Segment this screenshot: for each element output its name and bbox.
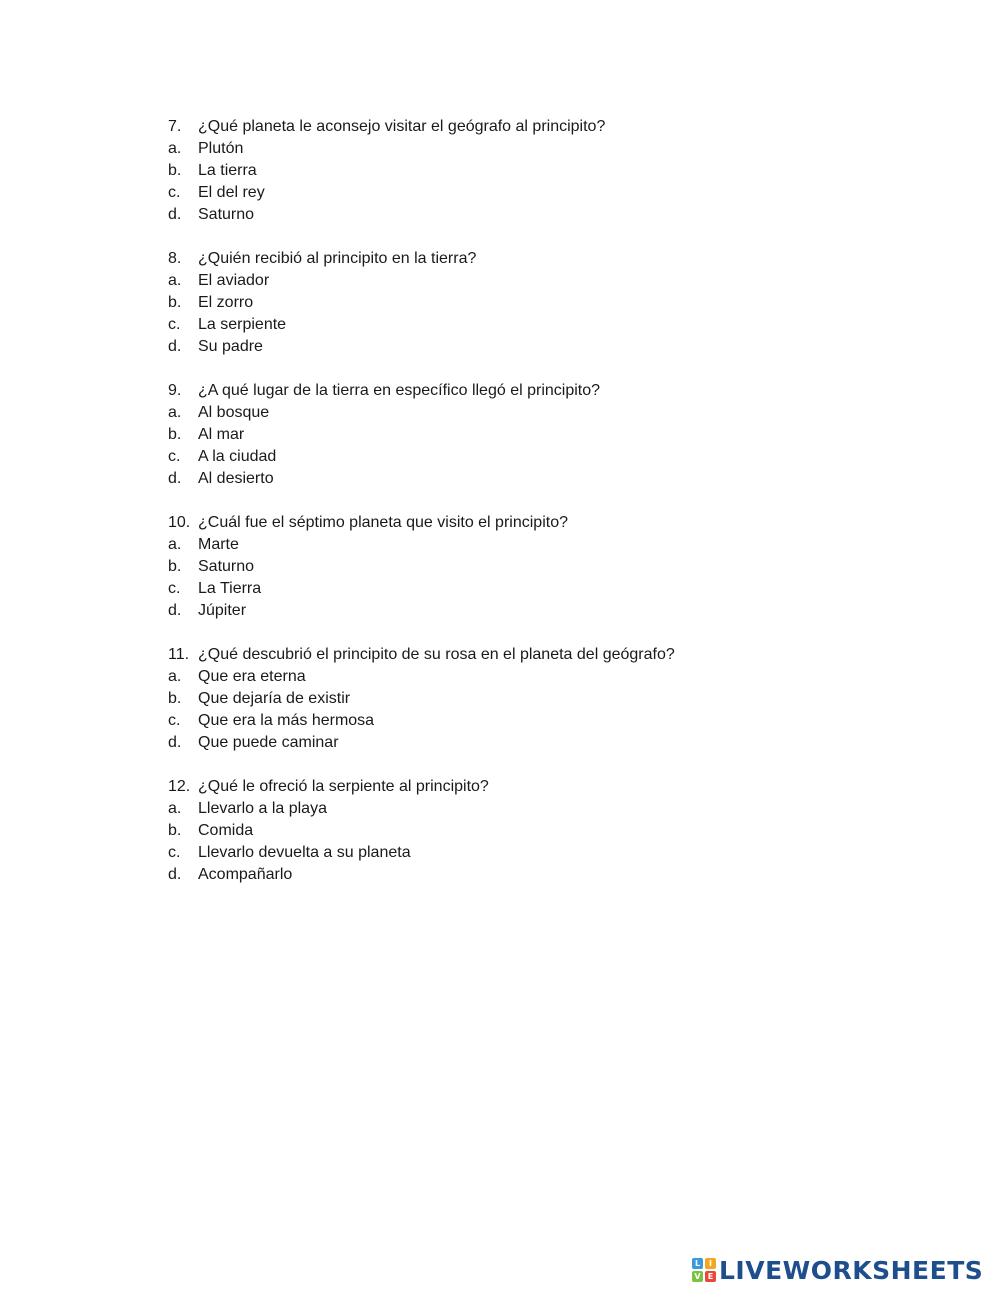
answer-option[interactable] — [168, 314, 928, 336]
quiz-section — [168, 116, 928, 908]
question-block — [168, 116, 928, 226]
option-text: Marte — [198, 536, 239, 553]
option-letter: b. — [168, 162, 182, 179]
option-text: Al bosque — [198, 404, 270, 421]
option-letter: b. — [168, 558, 182, 575]
option-text: El del rey — [198, 184, 265, 201]
option-text: Saturno — [198, 206, 255, 223]
option-text: Que dejaría de existir — [198, 690, 351, 707]
logo-mark-letter-4: E — [705, 1271, 716, 1282]
option-text: El zorro — [198, 294, 254, 311]
option-text: Que puede caminar — [198, 734, 339, 751]
option-letter: c. — [168, 184, 181, 201]
answer-option[interactable] — [168, 534, 928, 556]
option-letter: a. — [168, 536, 182, 553]
answer-option[interactable] — [168, 446, 928, 468]
option-text: Llevarlo a la playa — [198, 800, 327, 817]
question-number: 9. — [168, 382, 182, 399]
option-text: La tierra — [198, 162, 257, 179]
answer-option[interactable] — [168, 336, 928, 358]
answer-option[interactable] — [168, 798, 928, 820]
answer-option[interactable] — [168, 732, 928, 754]
option-text: Comida — [198, 822, 254, 839]
option-letter: d. — [168, 602, 182, 619]
option-letter: b. — [168, 822, 182, 839]
answer-option[interactable] — [168, 160, 928, 182]
question-text: ¿Qué planeta le aconsejo visitar el geógrafo al principito? — [198, 118, 606, 135]
option-text: La Tierra — [198, 580, 262, 597]
answer-option[interactable] — [168, 556, 928, 578]
option-text: Plutón — [198, 140, 244, 157]
question-number: 11. — [168, 646, 190, 663]
option-text: Su padre — [198, 338, 263, 355]
answer-option[interactable] — [168, 292, 928, 314]
option-letter: c. — [168, 316, 181, 333]
option-text: El aviador — [198, 272, 270, 289]
question-line — [168, 248, 928, 270]
question-block — [168, 380, 928, 490]
question-number: 7. — [168, 118, 182, 135]
option-text: Acompañarlo — [198, 866, 293, 883]
option-letter: a. — [168, 800, 182, 817]
option-letter: a. — [168, 668, 182, 685]
option-text: Júpiter — [198, 602, 247, 619]
option-text: Al mar — [198, 426, 245, 443]
question-line — [168, 776, 928, 798]
option-text: Saturno — [198, 558, 255, 575]
option-letter: b. — [168, 426, 182, 443]
option-letter: c. — [168, 448, 181, 465]
option-letter: d. — [168, 866, 182, 883]
liveworksheets-logo-icon — [692, 1258, 716, 1282]
option-letter: d. — [168, 206, 182, 223]
option-letter: b. — [168, 294, 182, 311]
answer-option[interactable] — [168, 204, 928, 226]
logo-mark-letter-1: L — [692, 1258, 703, 1269]
answer-option[interactable] — [168, 666, 928, 688]
option-letter: a. — [168, 404, 182, 421]
question-line — [168, 512, 928, 534]
answer-option[interactable] — [168, 710, 928, 732]
option-text: La serpiente — [198, 316, 287, 333]
option-letter: c. — [168, 580, 181, 597]
question-block — [168, 776, 928, 886]
option-text: Que era eterna — [198, 668, 306, 685]
option-letter: a. — [168, 140, 182, 157]
logo-mark-letter-2: I — [705, 1258, 716, 1269]
answer-option[interactable] — [168, 138, 928, 160]
answer-option[interactable] — [168, 424, 928, 446]
question-block — [168, 644, 928, 754]
question-text: ¿Qué descubrió el principito de su rosa en el planeta del geógrafo? — [198, 646, 675, 663]
question-text: ¿Qué le ofreció la serpiente al principito? — [198, 778, 489, 795]
answer-option[interactable] — [168, 688, 928, 710]
question-text: ¿Cuál fue el séptimo planeta que visito el principito? — [198, 514, 568, 531]
question-line — [168, 644, 928, 666]
question-block — [168, 248, 928, 358]
option-letter: a. — [168, 272, 182, 289]
liveworksheets-logo — [692, 1256, 983, 1284]
question-line — [168, 116, 928, 138]
option-letter: d. — [168, 734, 182, 751]
answer-option[interactable] — [168, 468, 928, 490]
question-text: ¿Quién recibió al principito en la tierra? — [198, 250, 477, 267]
option-letter: c. — [168, 712, 181, 729]
question-block — [168, 512, 928, 622]
question-text: ¿A qué lugar de la tierra en específico llegó el principito? — [198, 382, 601, 399]
question-line — [168, 380, 928, 402]
answer-option[interactable] — [168, 842, 928, 864]
option-letter: d. — [168, 470, 182, 487]
logo-mark-letter-3: V — [692, 1271, 703, 1282]
answer-option[interactable] — [168, 600, 928, 622]
answer-option[interactable] — [168, 182, 928, 204]
answer-option[interactable] — [168, 864, 928, 886]
answer-option[interactable] — [168, 402, 928, 424]
option-text: Llevarlo devuelta a su planeta — [198, 844, 411, 861]
answer-option[interactable] — [168, 270, 928, 292]
logo-text: LIVEWORKSHEETS — [719, 1255, 984, 1285]
question-number: 10. — [168, 514, 191, 531]
question-number: 12. — [168, 778, 191, 795]
option-text: A la ciudad — [198, 448, 277, 465]
option-letter: d. — [168, 338, 182, 355]
option-letter: b. — [168, 690, 182, 707]
option-text: Que era la más hermosa — [198, 712, 375, 729]
option-letter: c. — [168, 844, 181, 861]
answer-option[interactable] — [168, 578, 928, 600]
option-text: Al desierto — [198, 470, 274, 487]
answer-option[interactable] — [168, 820, 928, 842]
question-number: 8. — [168, 250, 182, 267]
